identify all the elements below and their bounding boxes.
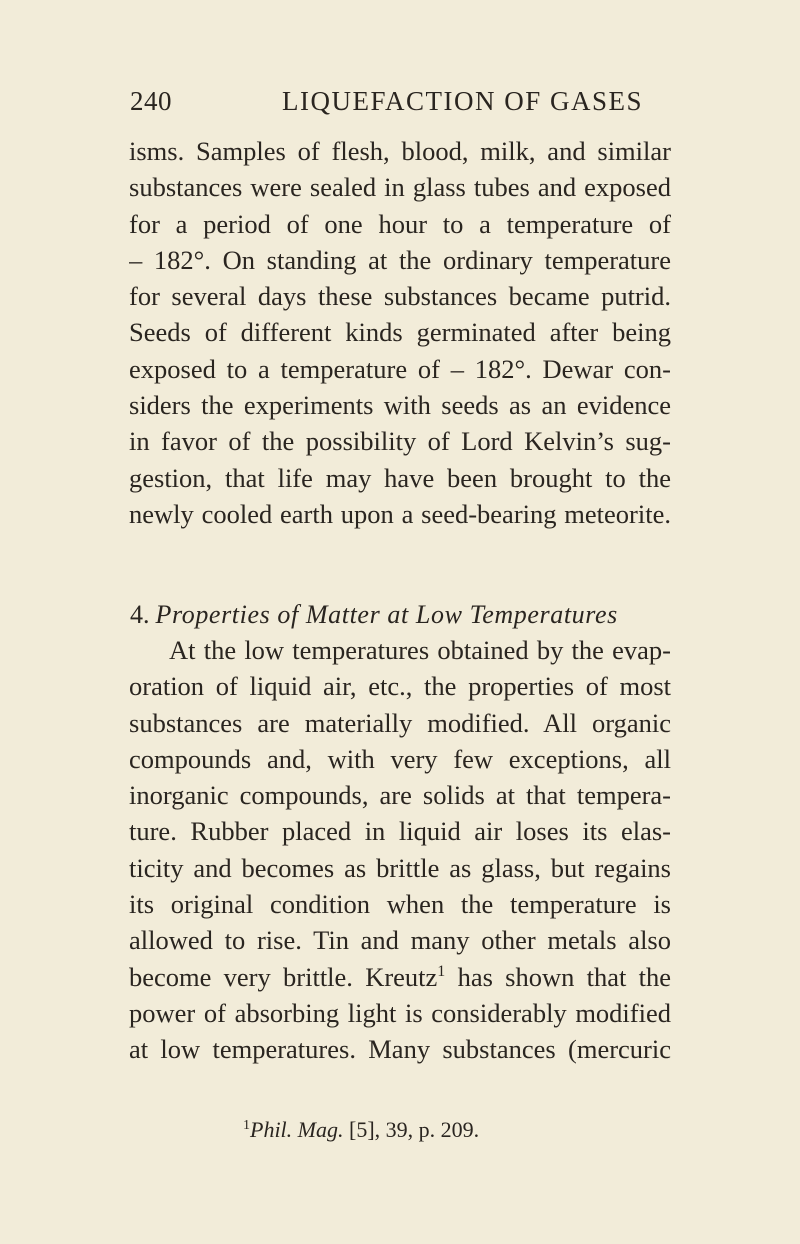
text-fragment: become very brittle. Kreutz [129,961,438,992]
page-number: 240 [130,86,172,116]
text-line: for a period of one hour to a temperature of [129,208,671,239]
paragraph [129,632,671,1068]
running-title: LIQUEFACTION OF GASES [282,86,644,116]
text-line: substances are materially modified. All organic [129,707,671,738]
footnote-mark: 1 [243,1118,250,1133]
text-line: substances were sealed in glass tubes and exposed [129,172,671,203]
text-line: siders the experiments with seeds as an evidence [129,390,671,421]
footnote-citation: [5], 39, p. 209. [349,1117,480,1142]
text-line: its original condition when the temperature is [129,889,671,920]
text-line: inorganic compounds, are solids at that tempera- [129,780,671,811]
text-line: – 182°. On standing at the ordinary temperature [129,244,671,275]
text-line: exposed to a temperature of – 182°. Dewar con- [129,353,671,384]
text-line: allowed to rise. Tin and many other metals also [129,925,671,956]
text-line [129,959,671,995]
text-line: at low temperatures. Many substances (mercuric [129,1034,671,1065]
text-line: newly cooled earth upon a seed-bearing meteorite. [129,498,671,529]
text-line: At the low temperatures obtained by the evap- [169,635,671,665]
text-line: isms. Samples of flesh, blood, milk, and similar [129,136,671,166]
text-line: in favor of the possibility of Lord Kelvin’s sug- [129,426,671,457]
text-line: ticity and becomes as brittle as glass, but regains [129,852,671,883]
text-line: gestion, that life may have been brought to the [129,462,671,493]
paragraph-continued [129,133,671,532]
text-line: for several days these substances became putrid. [129,281,671,312]
text-line: compounds and, with very few exceptions, all [129,743,671,774]
text-line: Seeds of different kinds germinated after being [129,317,671,348]
text-line: ture. Rubber placed in liquid air loses its elas- [129,816,671,847]
text-fragment: has shown that the [457,961,671,992]
page-header [130,86,670,126]
section-heading [130,597,618,633]
footnote-reference[interactable]: 1 [437,962,446,980]
footnote [243,1115,479,1145]
section-number: 4. [130,600,150,629]
footnote-journal: Phil. Mag. [250,1117,344,1142]
text-line: power of absorbing light is considerably modified [129,997,671,1028]
text-line: oration of liquid air, etc., the properties of most [129,671,671,702]
section-title: Properties of Matter at Low Temperatures [155,600,618,629]
